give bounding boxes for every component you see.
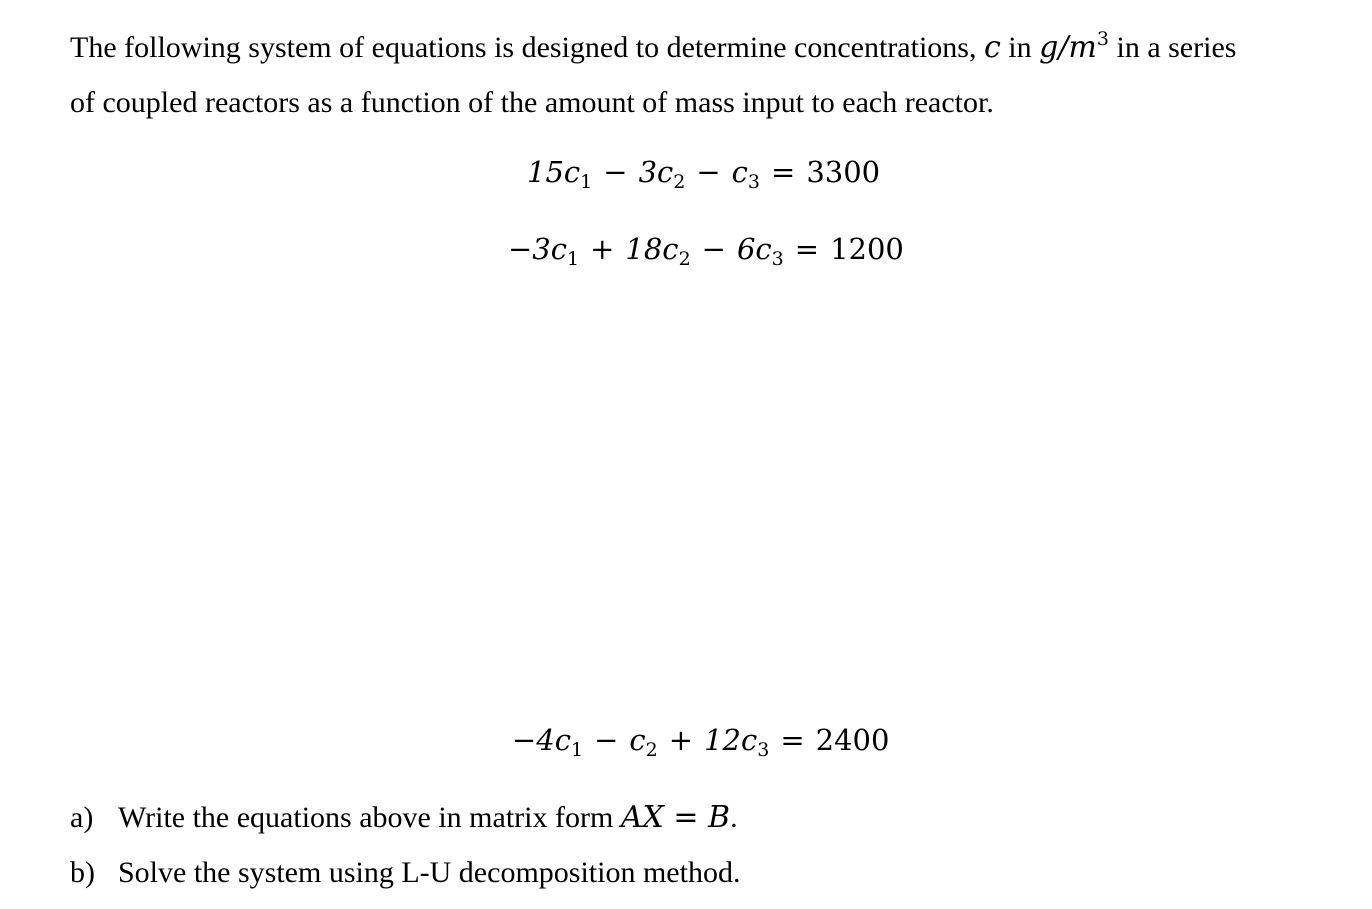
part-b-marker: b) <box>70 856 95 889</box>
unit-exponent: 3 <box>1096 28 1109 50</box>
equation-2 <box>508 232 904 270</box>
term-2: $c_2$ <box>629 723 658 761</box>
term-1: $-3c_1$ <box>508 232 580 270</box>
question-parts <box>70 790 740 900</box>
equals-sign: = <box>780 723 805 757</box>
intro-tail: in a series <box>1116 31 1237 64</box>
rhs-value: 2400 <box>815 723 890 757</box>
problem-statement <box>70 20 1330 130</box>
term-3: $6c_3$ <box>736 232 784 270</box>
variable-c: c <box>983 30 1001 65</box>
term-1: $-4c_1$ <box>512 723 584 761</box>
part-a-tail: . <box>730 801 738 834</box>
operator-1: − <box>594 723 619 757</box>
operator-1: − <box>603 155 628 189</box>
term-3: $c_3$ <box>731 155 761 193</box>
problem-statement-line-2: of coupled reactors as a function of the amount of mass input to each reactor. <box>70 86 994 119</box>
part-b-text: Solve the system using L-U decomposition method. <box>118 856 741 889</box>
problem-statement-line-1 <box>70 20 1330 75</box>
term-2: $18c_2$ <box>625 232 691 270</box>
part-a-marker: a) <box>70 801 94 834</box>
rhs-value: 1200 <box>830 232 904 266</box>
equals-sign: = <box>794 232 820 266</box>
term-2: $3c_2$ <box>638 155 686 193</box>
term-3: $12c_3$ <box>704 723 770 761</box>
part-a <box>70 790 740 845</box>
operator-2: − <box>696 155 721 189</box>
part-b <box>70 845 740 900</box>
part-a-text: Write the equations above in matrix form <box>118 801 614 834</box>
rhs-value: 3300 <box>806 155 881 189</box>
intro-text: The following system of equations is designed to determine concentrations, <box>70 31 977 64</box>
part-a-matrix-form: AX = B <box>620 800 731 835</box>
equation-3 <box>512 723 890 761</box>
in-word: in <box>1008 31 1032 64</box>
operator-1: + <box>590 232 615 266</box>
unit-base: g/m <box>1039 30 1097 65</box>
operator-2: + <box>668 723 694 757</box>
equation-1 <box>527 155 881 193</box>
term-1: $15c_1$ <box>527 155 593 193</box>
operator-2: − <box>701 232 726 266</box>
unit <box>1039 30 1109 65</box>
equals-sign: = <box>771 155 796 189</box>
